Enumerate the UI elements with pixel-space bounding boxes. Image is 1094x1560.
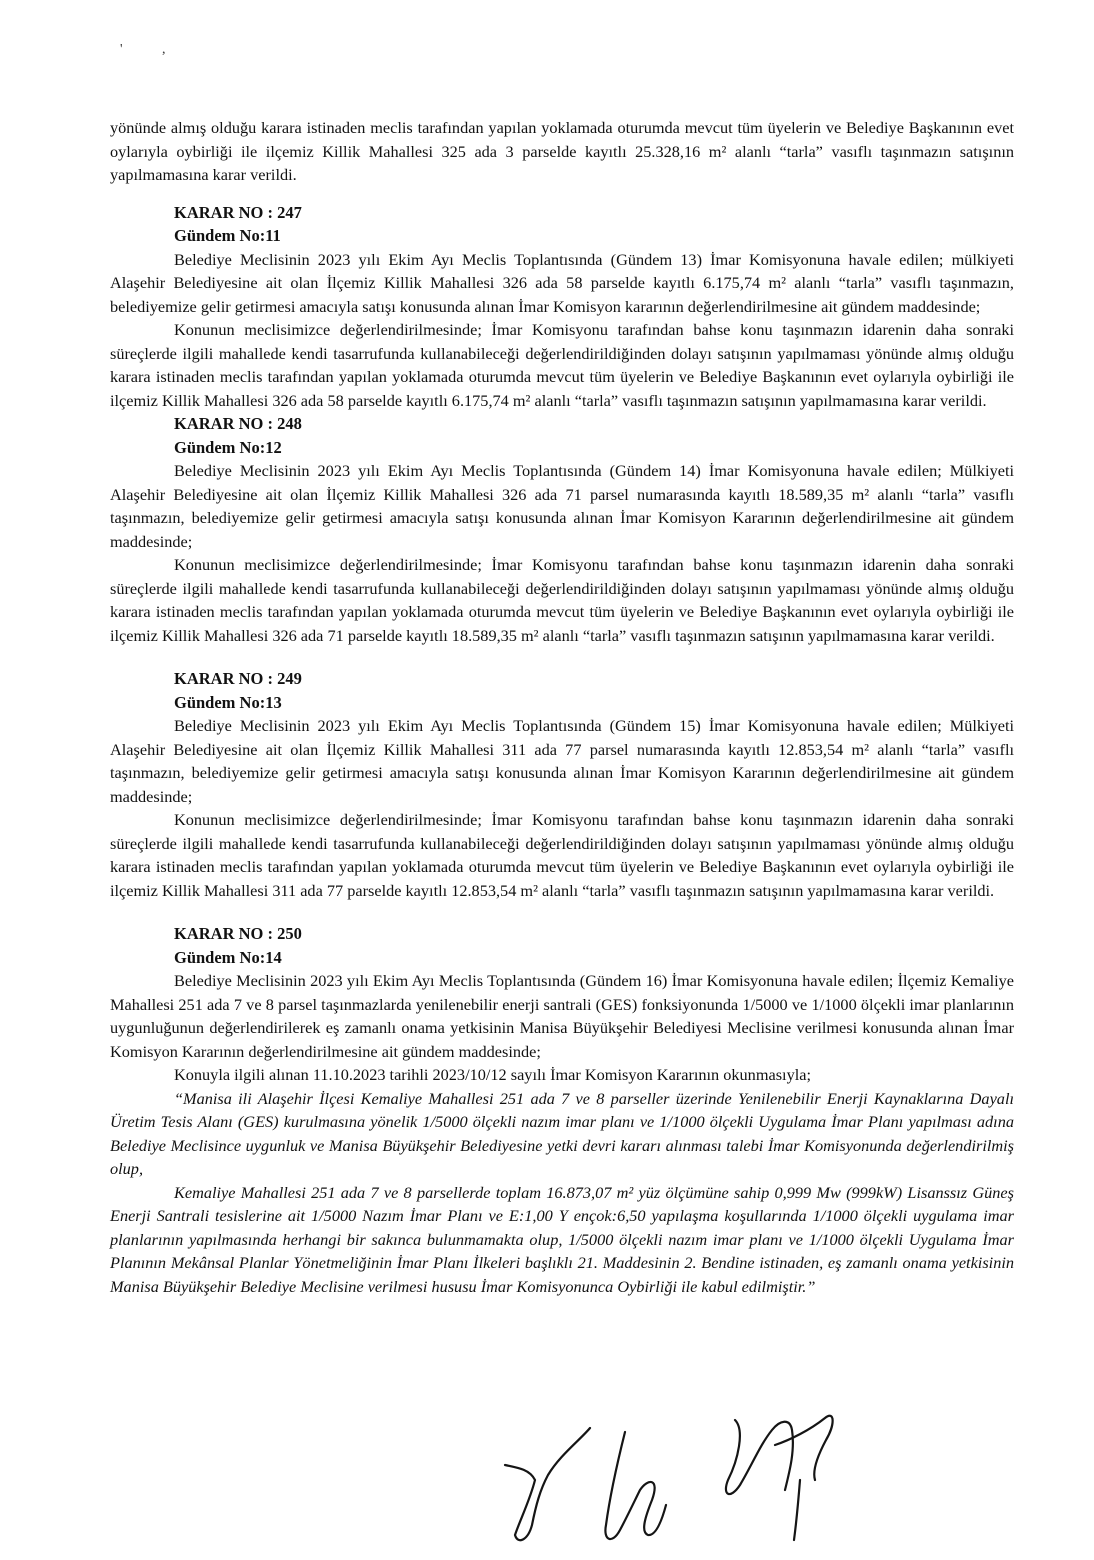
decision-paragraph: Belediye Meclisinin 2023 yılı Ekim Ayı Meclis Toplantısında (Gündem 15) İmar Komisyonuna havale edilen; Mülkiyeti Alaşehir Belediyesine ait olan İlçemiz Killik Mahallesi 311 ada 77 parsel numarasında kayıtlı 12.853,54 m² alanlı “tarla” vasıflı taşınmazın, belediyemize gelir getirmesi amacıyla satışı konusunda alınan İmar Komisyon Kararının değerlendirilmesine ait gündem maddesinde; [110, 716, 1014, 806]
quoted-commission-decision: Kemaliye Mahallesi 251 ada 7 ve 8 parsellerde toplam 16.873,07 m² yüz ölçümüne sahip 0,999 Mw (999kW) Lisanssız Güneş Enerji Santrali tesislerine ait 1/5000 Nazım İmar Planı ve E:1,00 Y ençok:6,50 yapılaşma koşullarında 1/1000 ölçekli uygulama imar planlarının yapılmasında herhangi bir sakınca bulunmamakta olup, 1/5000 ölçekli nazım imar planı ve 1/1000 ölçekli Uygulama İmar Planının Mekânsal Planlar Yönetmeliğinin İmar Planı İlkeleri başlıklı 21. Maddesinin 2. Bendine istinaden, eş zamanlı onama yetkisinin Manisa Büyükşehir Belediye Meclisine verilmesi hususu İmar Komisyonunca Oybirliği ile kabul edilmiştir.” [110, 1182, 1014, 1296]
document-body [110, 116, 1014, 1298]
gundem-no-heading: Gündem No:12 [174, 437, 282, 457]
signature-2 [605, 1432, 666, 1539]
quoted-commission-decision: “Manisa ili Alaşehir İlçesi Kemaliye Mahallesi 251 ada 7 ve 8 parseller üzerinde Yenilenebilir Enerji Kaynaklarına Dayalı Üretim Tesis Alanı (GES) kurulmasına yönelik 1/5000 ölçekli nazım imar planı ve 1/1000 ölçekli Uygulama İmar Planı yapılması adına Belediye Meclisince uygunluk ve Manisa Büyükşehir Belediyesine yetki devri kararı alınması talebi İmar Komisyonunda değerlendirilmiş olup, [110, 1088, 1014, 1178]
gundem-no-heading: Gündem No:14 [174, 947, 282, 967]
intro-paragraph: yönünde almış olduğu karara istinaden meclis tarafından yapılan yoklamada oturumda mevcut tüm üyelerin ve Belediye Başkanının evet oylarıyla oybirliği ile ilçemiz Killik Mahallesi 325 ada 3 parselde kayıtlı 25.328,16 m² alanlı “tarla” vasıflı taşınmazın satışının yapılmamasına karar verildi. [110, 118, 1014, 184]
decision-paragraph: Konunun meclisimizce değerlendirilmesinde; İmar Komisyonu tarafından bahse konu taşınmazın idarenin daha sonraki süreçlerde ilgili mahallede kendi tasarrufunda kullanabileceği değerlendirildiğinden dolayı satışının yapılmaması yönünde almış olduğu karara istinaden meclis tarafından yapılan yoklamada oturumda mevcut tüm üyelerin ve Belediye Başkanının evet oylarıyla oybirliği ile ilçemiz Killik Mahallesi 326 ada 71 parselde kayıtlı 18.589,35 m² alanlı “tarla” vasıflı taşınmazın satışının yapılmamasına karar verildi. [110, 555, 1014, 645]
gundem-no-heading: Gündem No:13 [174, 692, 282, 712]
decision-247 [110, 201, 1014, 413]
karar-no-heading: KARAR NO : 249 [174, 669, 302, 688]
decision-250 [110, 922, 1014, 1298]
scan-marks: ' , [120, 42, 184, 57]
decision-paragraph: Belediye Meclisinin 2023 yılı Ekim Ayı Meclis Toplantısında (Gündem 14) İmar Komisyonuna havale edilen; Mülkiyeti Alaşehir Belediyesine ait olan İlçemiz Killik Mahallesi 326 ada 71 parsel numarasında kayıtlı 18.589,35 m² alanlı “tarla” vasıflı taşınmazın, belediyemize gelir getirmesi amacıyla satışı konusunda alınan İmar Komisyon Kararının değerlendirilmesine ait gündem maddesinde; [110, 461, 1014, 551]
decision-paragraph: Konuyla ilgili alınan 11.10.2023 tarihli 2023/10/12 sayılı İmar Komisyon Kararının okunmasıyla; [174, 1065, 811, 1084]
signature-1 [505, 1428, 590, 1540]
karar-no-heading: KARAR NO : 250 [174, 924, 302, 943]
decision-paragraph: Konunun meclisimizce değerlendirilmesinde; İmar Komisyonu tarafından bahse konu taşınmazın idarenin daha sonraki süreçlerde ilgili mahallede kendi tasarrufunda kullanabileceği değerlendirildiğinden dolayı satışının yapılmaması yönünde almış olduğu karara istinaden meclis tarafından yapılan yoklamada oturumda mevcut tüm üyelerin ve Belediye Başkanının evet oylarıyla oybirliği ile ilçemiz Killik Mahallesi 311 ada 77 parselde kayıtlı 12.853,54 m² alanlı “tarla” vasıflı taşınmazın satışının yapılmamasına karar verildi. [110, 810, 1014, 900]
decision-paragraph: Belediye Meclisinin 2023 yılı Ekim Ayı Meclis Toplantısında (Gündem 13) İmar Komisyonuna havale edilen; mülkiyeti Alaşehir Belediyesine ait olan İlçemiz Killik Mahallesi 326 ada 58 parselde kayıtlı 6.175,74 m² alanlı “tarla” vasıflı taşınmazın, belediyemize gelir getirmesi amacıyla satışı konusunda alınan İmar Komisyon kararının değerlendirilmesine ait gündem maddesinde; [110, 249, 1014, 316]
karar-no-heading: KARAR NO : 247 [174, 202, 302, 222]
decision-paragraph: Konunun meclisimizce değerlendirilmesinde; İmar Komisyonu tarafından bahse konu taşınmazın idarenin daha sonraki süreçlerde ilgili mahallede kendi tasarrufunda kullanabileceği değerlendirildiğinden dolayı satışının yapılmaması yönünde almış olduğu karara istinaden meclis tarafından yapılan yoklamada oturumda mevcut tüm üyelerin ve Belediye Başkanının evet oylarıyla oybirliği ile ilçemiz Killik Mahallesi 326 ada 58 parselde kayıtlı 6.175,74 m² alanlı “tarla” vasıflı taşınmazın satışının yapılmamasına karar verildi. [110, 320, 1014, 410]
signature-3 [726, 1416, 833, 1540]
decision-paragraph: Belediye Meclisinin 2023 yılı Ekim Ayı Meclis Toplantısında (Gündem 16) İmar Komisyonuna havale edilen; İlçemiz Kemaliye Mahallesi 251 ada 7 ve 8 parsel taşınmazlarda yenilenebilir enerji santrali (GES) fonksiyonunda 1/5000 ve 1/1000 ölçekli imar planlarının uygunluğunun değerlendirilerek eş zamanlı onama yetkisinin Manisa Büyükşehir Belediyesi Meclisine verilmesi konusunda alınan İmar Komisyon Kararının değerlendirilmesine ait gündem maddesinde; [110, 971, 1014, 1061]
karar-no-heading: KARAR NO : 248 [174, 414, 302, 433]
gundem-no-heading: Gündem No:11 [174, 226, 281, 245]
decision-249 [110, 667, 1014, 902]
decision-248 [110, 412, 1014, 647]
